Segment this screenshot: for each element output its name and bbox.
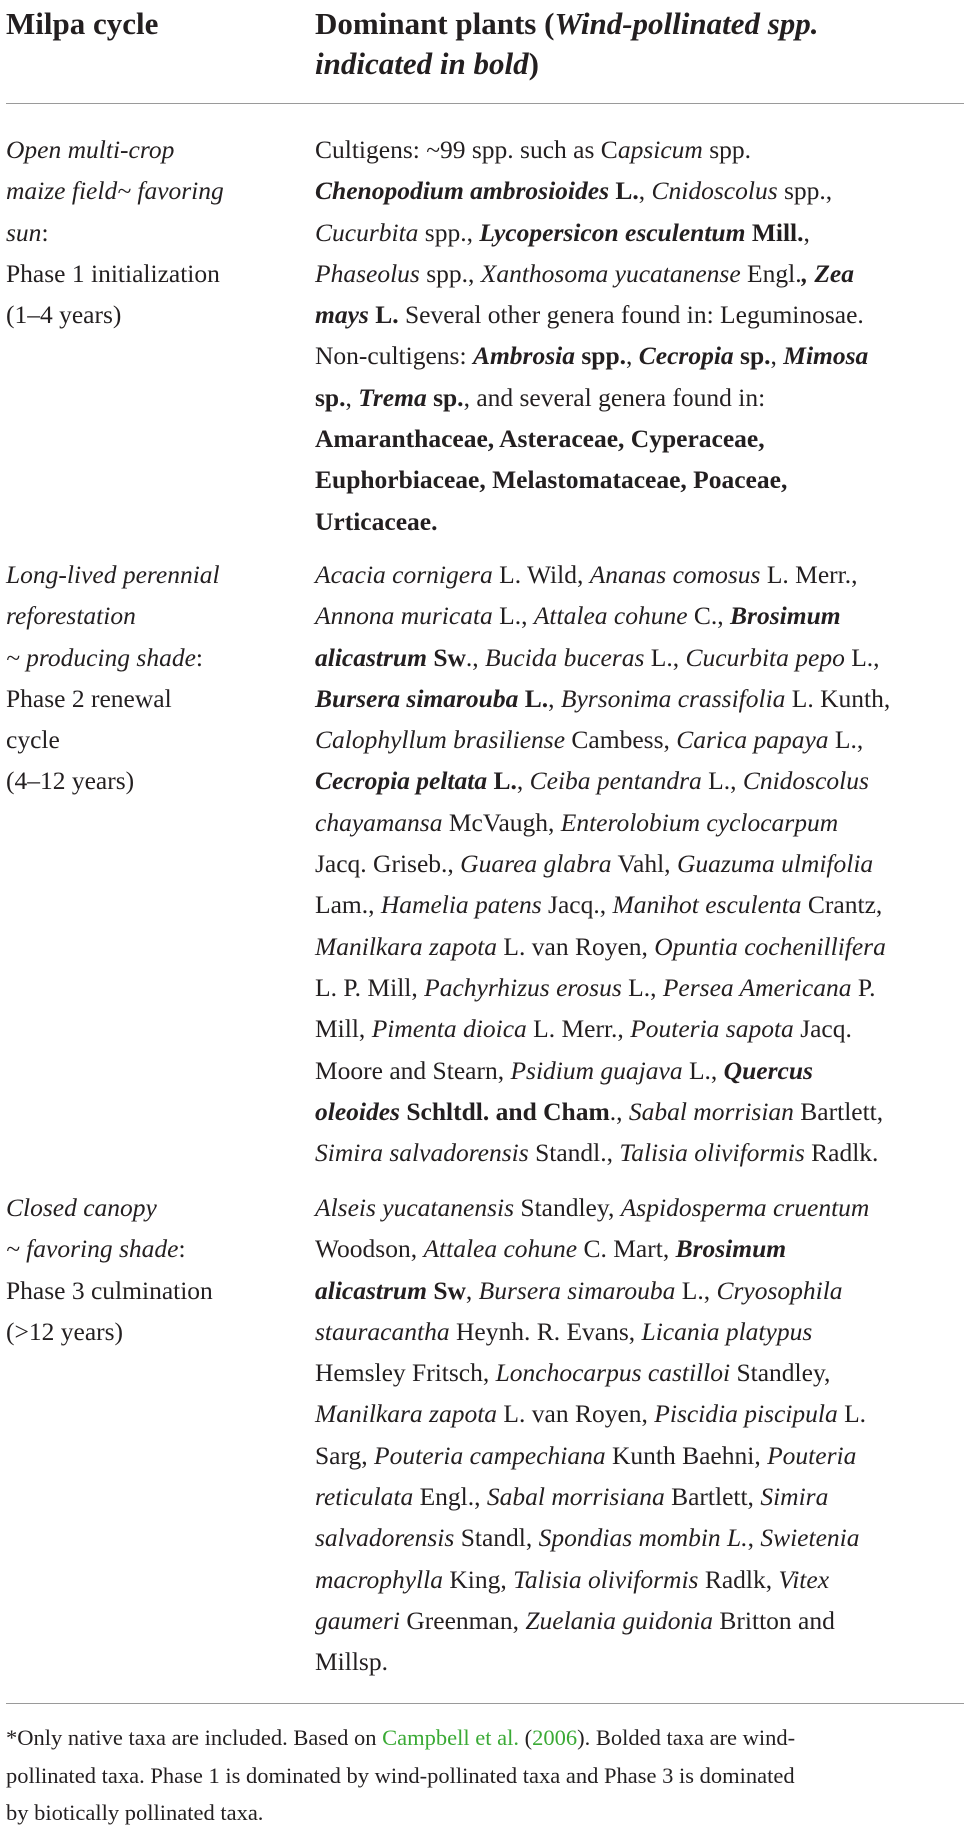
text-line xyxy=(315,501,957,542)
bold-taxon: Trema xyxy=(358,382,427,412)
text-line xyxy=(315,212,957,253)
text-span: Engl., xyxy=(413,1482,487,1512)
italic-taxon: Attalea cohune xyxy=(423,1234,578,1264)
text-span: , and several genera found in: xyxy=(463,382,766,412)
italic-taxon: Sabal morrisiana xyxy=(486,1482,665,1512)
text-line xyxy=(315,294,957,335)
text-span: Standley, xyxy=(730,1358,831,1388)
bold-taxon: sp. xyxy=(315,382,346,412)
phase-cell xyxy=(6,129,306,335)
italic-taxon: Open multi-crop xyxy=(6,135,175,164)
header-divider xyxy=(6,103,964,104)
text-line xyxy=(6,1228,306,1269)
text-line xyxy=(315,1393,957,1434)
bold-taxon: alicastrum xyxy=(315,642,427,672)
italic-taxon: Guazuma ulmifolia xyxy=(676,849,874,879)
bold-taxon: Mimosa xyxy=(783,341,869,371)
plants-cell xyxy=(315,554,957,1173)
text-span: Vahl, xyxy=(611,849,677,879)
italic-taxon: ~ favoring shade xyxy=(6,1234,179,1264)
bold-taxon: Amaranthaceae, Asteraceae, Cyperaceae, xyxy=(315,424,765,454)
text-span: cycle xyxy=(6,725,60,755)
text-span: Cultigens: ~99 spp. such as C xyxy=(315,135,618,164)
italic-taxon: stauracantha xyxy=(315,1316,450,1346)
italic-taxon: reticulata xyxy=(315,1482,414,1512)
text-line xyxy=(315,554,957,595)
text-line xyxy=(6,637,306,678)
header-text: Dominant plants ( xyxy=(315,6,555,41)
bold-taxon: Bursera simarouba xyxy=(315,683,519,713)
italic-taxon: Sabal morrisian xyxy=(628,1096,794,1126)
text-line xyxy=(315,418,957,459)
text-span: C. Mart, xyxy=(577,1234,676,1264)
bold-taxon: Brosimum xyxy=(730,601,841,631)
text-line xyxy=(6,554,306,595)
text-line xyxy=(6,294,306,335)
bold-taxon: oleoides xyxy=(315,1096,400,1126)
text-span: Heynh. R. Evans, xyxy=(449,1316,642,1346)
italic-taxon: Cnidoscolus xyxy=(742,766,869,796)
text-line xyxy=(315,843,957,884)
bold-taxon: alicastrum xyxy=(315,1275,427,1305)
italic-taxon: Manihot esculenta xyxy=(612,890,802,920)
text-span: Millsp. xyxy=(315,1647,388,1677)
bold-taxon: sp. xyxy=(426,382,464,412)
text-span: : xyxy=(178,1234,186,1264)
italic-taxon: Cnidoscolus xyxy=(651,176,778,206)
italic-taxon: Enterolobium cyclocarpum xyxy=(560,807,839,837)
text-line xyxy=(6,678,306,719)
italic-taxon: Spondias mombin L. xyxy=(538,1523,748,1553)
text-line xyxy=(315,1559,957,1600)
text-span: , xyxy=(747,1523,761,1553)
text-span: Sarg, xyxy=(315,1440,375,1470)
text-span: L. Wild, xyxy=(492,560,590,589)
italic-taxon: Phaseolus xyxy=(315,258,420,288)
bold-taxon: Cecropia peltata xyxy=(315,766,488,796)
text-line xyxy=(6,595,306,636)
italic-taxon: Attalea cohune xyxy=(533,601,688,631)
text-span: Moore and Stearn, xyxy=(315,1055,511,1085)
text-line xyxy=(315,678,957,719)
text-line xyxy=(315,1008,957,1049)
italic-taxon: gaumeri xyxy=(315,1605,400,1635)
text-span: Engl. xyxy=(740,258,802,288)
text-line xyxy=(315,1641,957,1682)
footnote-text: ( xyxy=(518,1725,533,1750)
text-span: Jacq., xyxy=(541,890,613,920)
text-line xyxy=(6,1311,306,1352)
text-span: Jacq. xyxy=(793,1014,852,1044)
header-italic-text: indicated in bold xyxy=(315,46,529,81)
italic-taxon: Cucurbita pepo xyxy=(685,642,845,672)
text-line xyxy=(315,253,957,294)
text-span: C., xyxy=(687,601,731,631)
text-span: Jacq. Griseb., xyxy=(315,849,461,879)
text-span: Radlk, xyxy=(698,1564,779,1594)
text-span: Phase 1 initialization xyxy=(6,258,220,288)
footnote-text: ). Bolded taxa are wind- xyxy=(577,1725,796,1750)
italic-taxon: Carica papaya xyxy=(676,725,829,755)
italic-taxon: Long-lived perennial xyxy=(6,560,220,589)
plants-cell xyxy=(315,129,957,542)
footnote-line: pollinated taxa. Phase 1 is dominated by wind-pollinated taxa and Phase 3 is dominated xyxy=(6,1762,795,1788)
text-span: , xyxy=(638,176,652,206)
text-line xyxy=(315,1270,957,1311)
italic-taxon: Talisia oliviformis xyxy=(619,1138,805,1168)
text-span: Non-cultigens: xyxy=(315,341,473,371)
bold-taxon: Mill. xyxy=(745,217,804,247)
text-span: (1–4 years) xyxy=(6,300,122,330)
bold-taxon: Cecropia xyxy=(638,341,734,371)
italic-taxon: reforestation xyxy=(6,601,136,631)
text-span: Crantz, xyxy=(801,890,883,920)
bold-taxon: L. xyxy=(609,176,639,206)
italic-taxon: Alseis yucatanensis xyxy=(315,1193,515,1222)
text-span: Phase 3 culmination xyxy=(6,1275,213,1305)
citation-link-year[interactable]: 2006 xyxy=(532,1725,578,1750)
text-span: spp., xyxy=(419,258,481,288)
text-span: L., xyxy=(675,1275,717,1305)
italic-taxon: Opuntia cochenillifera xyxy=(654,931,886,961)
bold-taxon: mays xyxy=(315,300,369,330)
text-line xyxy=(315,129,957,170)
text-line xyxy=(315,170,957,211)
text-span: L., xyxy=(682,1055,724,1085)
italic-taxon: Licania platypus xyxy=(641,1316,813,1346)
bold-taxon: Sw xyxy=(426,1275,466,1305)
text-span: Bartlett, xyxy=(793,1096,884,1126)
bold-taxon: Euphorbiaceae, Melastomataceae, Poaceae, xyxy=(315,465,788,495)
text-span: Standl., xyxy=(528,1138,620,1168)
text-span: L., xyxy=(621,972,663,1002)
text-span: L., xyxy=(828,725,864,755)
footnote-text: *Only native taxa are included. Based on xyxy=(6,1725,383,1750)
text-line xyxy=(315,1187,957,1228)
text-span: , xyxy=(626,341,639,371)
text-span: ., xyxy=(609,1096,629,1126)
text-span: spp. xyxy=(702,135,751,164)
italic-taxon: Annona muricata xyxy=(315,601,493,631)
bold-taxon: sp. xyxy=(733,341,771,371)
text-span: L. P. Mill, xyxy=(315,972,425,1002)
text-line xyxy=(6,253,306,294)
text-span: , xyxy=(516,766,530,796)
italic-taxon: Bursera simarouba xyxy=(478,1275,676,1305)
italic-taxon: Pachyrhizus erosus xyxy=(424,972,622,1002)
text-span: spp., xyxy=(418,217,480,247)
text-line xyxy=(315,459,957,500)
text-line xyxy=(315,719,957,760)
bold-taxon: Brosimum xyxy=(675,1234,787,1264)
italic-taxon: Calophyllum brasiliense xyxy=(315,725,566,755)
header-italic-text: Wind-pollinated spp. xyxy=(554,6,819,41)
italic-taxon: Xanthosoma yucatanense xyxy=(480,258,741,288)
text-span: McVaugh, xyxy=(442,807,561,837)
text-span: Standley, xyxy=(514,1193,621,1222)
italic-taxon: Talisia oliviformis xyxy=(513,1564,699,1594)
text-span: L., xyxy=(701,766,743,796)
italic-taxon: Pouteria campechiana xyxy=(374,1440,606,1470)
text-span: , xyxy=(345,382,359,412)
italic-taxon: Simira xyxy=(760,1482,829,1512)
italic-taxon: Bucida buceras xyxy=(485,642,645,672)
italic-taxon: Aspidosperma cruentum xyxy=(620,1193,870,1222)
text-line xyxy=(315,760,957,801)
text-line xyxy=(315,1091,957,1132)
text-span: L. van Royen, xyxy=(497,931,655,961)
text-span: Radlk. xyxy=(804,1138,879,1168)
text-span: L., xyxy=(644,642,686,672)
bold-taxon: L. xyxy=(487,766,517,796)
text-span: L. Kunth, xyxy=(785,683,891,713)
italic-taxon: Pimenta dioica xyxy=(371,1014,527,1044)
text-line xyxy=(315,802,957,843)
footnote-line: by biotically pollinated taxa. xyxy=(6,1800,264,1825)
bold-taxon: Schltdl. and Cham xyxy=(399,1096,610,1126)
text-span: (>12 years) xyxy=(6,1316,124,1346)
text-span: L. Merr., xyxy=(760,560,858,589)
text-span: Lam., xyxy=(315,890,381,920)
italic-taxon: Guarea glabra xyxy=(460,849,612,879)
text-span: King, xyxy=(442,1564,514,1594)
text-span: Hemsley Fritsch, xyxy=(315,1358,496,1388)
text-span: Greenman, xyxy=(400,1605,526,1635)
text-span: Bartlett, xyxy=(664,1482,761,1512)
text-line xyxy=(6,760,306,801)
text-span: : xyxy=(41,217,49,247)
italic-taxon: Cryosophila xyxy=(716,1275,843,1305)
text-line xyxy=(315,377,957,418)
text-line xyxy=(315,1050,957,1091)
text-line xyxy=(6,170,306,211)
bold-taxon: Sw xyxy=(426,642,466,672)
italic-taxon: Ceiba pentandra xyxy=(529,766,702,796)
text-span: L., xyxy=(844,642,880,672)
text-span: , xyxy=(548,683,561,713)
text-span: : xyxy=(195,642,204,672)
text-line xyxy=(315,884,957,925)
phase-cell xyxy=(6,554,306,802)
text-span: spp., xyxy=(777,176,833,206)
table-bottom-rule xyxy=(6,1703,964,1704)
italic-taxon: Cucurbita xyxy=(315,217,419,247)
plants-cell xyxy=(315,1187,957,1683)
text-span: L. xyxy=(837,1399,867,1429)
italic-taxon: apsicum xyxy=(617,135,703,164)
italic-taxon: Manilkara zapota xyxy=(315,1399,498,1429)
text-line xyxy=(6,719,306,760)
text-span: P. xyxy=(851,972,876,1002)
italic-taxon: Simira salvadorensis xyxy=(315,1138,529,1168)
text-line xyxy=(315,967,957,1008)
italic-taxon: Persea Americana xyxy=(662,972,852,1002)
text-span: Cambess, xyxy=(565,725,677,755)
italic-taxon: salvadorensis xyxy=(315,1523,455,1553)
text-span: , xyxy=(803,217,810,247)
text-span: Mill, xyxy=(315,1014,372,1044)
bold-taxon: L. xyxy=(518,683,549,713)
text-line xyxy=(315,637,957,678)
text-line xyxy=(315,335,957,376)
text-span: L. van Royen, xyxy=(497,1399,655,1429)
text-span: (4–12 years) xyxy=(6,766,135,796)
italic-taxon: Lonchocarpus castilloi xyxy=(495,1358,731,1388)
italic-taxon: maize field~ favoring xyxy=(6,176,224,206)
text-span: Several other genera found in: Leguminosae. xyxy=(398,300,864,330)
italic-taxon: Pouteria sapota xyxy=(630,1014,794,1044)
italic-taxon: Manilkara zapota xyxy=(315,931,498,961)
citation-link-authors[interactable]: Campbell et al. xyxy=(382,1725,519,1750)
italic-taxon: Zuelania guidonia xyxy=(525,1605,714,1635)
text-line xyxy=(315,1132,957,1173)
text-span: Standl, xyxy=(454,1523,539,1553)
text-span: ., xyxy=(465,642,486,672)
italic-taxon: macrophylla xyxy=(315,1564,443,1594)
text-span: Phase 2 renewal xyxy=(6,683,172,713)
text-line xyxy=(315,595,957,636)
italic-taxon: Closed canopy xyxy=(6,1193,157,1222)
bold-taxon: Lycopersicon esculentum xyxy=(479,217,746,247)
italic-taxon: chayamansa xyxy=(315,807,443,837)
italic-taxon: Ananas comosus xyxy=(589,560,761,589)
text-line xyxy=(6,1270,306,1311)
header-text: ) xyxy=(528,46,539,81)
text-line xyxy=(315,926,957,967)
header-dominant-plants xyxy=(315,4,955,84)
italic-taxon: Piscidia piscipula xyxy=(654,1399,838,1429)
bold-taxon: spp. xyxy=(574,341,627,371)
text-line xyxy=(315,1435,957,1476)
text-span: Britton and xyxy=(713,1605,835,1635)
text-line xyxy=(6,1187,306,1228)
text-span: L. Merr., xyxy=(526,1014,631,1044)
italic-taxon: Psidium guajava xyxy=(510,1055,683,1085)
italic-taxon: Hamelia patens xyxy=(380,890,542,920)
text-line xyxy=(315,1228,957,1269)
text-span: Kunth Baehni, xyxy=(605,1440,768,1470)
bold-taxon: Urticaceae. xyxy=(315,506,438,536)
italic-taxon: Swietenia xyxy=(760,1523,860,1553)
bold-taxon: , Zea xyxy=(801,258,854,288)
header-milpa-cycle: Milpa cycle xyxy=(6,6,159,41)
text-line xyxy=(315,1311,957,1352)
text-span: , xyxy=(770,341,784,371)
italic-taxon: ~ producing shade xyxy=(6,642,196,672)
phase-cell xyxy=(6,1187,306,1352)
italic-taxon: Byrsonima crassifolia xyxy=(560,683,786,713)
italic-taxon: Acacia cornigera xyxy=(315,560,493,589)
table-footnote xyxy=(6,1719,964,1832)
text-span: , xyxy=(465,1275,479,1305)
text-line xyxy=(315,1517,957,1558)
text-span: L., xyxy=(492,601,534,631)
bold-taxon: Chenopodium ambrosioides xyxy=(315,176,610,206)
bold-taxon: Ambrosia xyxy=(472,341,575,371)
text-line xyxy=(315,1600,957,1641)
italic-taxon: Pouteria xyxy=(767,1440,857,1470)
text-line xyxy=(6,129,306,170)
bold-taxon: L. xyxy=(368,300,399,330)
text-line xyxy=(6,212,306,253)
italic-taxon: Vitex xyxy=(778,1564,830,1594)
text-line xyxy=(315,1352,957,1393)
text-line xyxy=(315,1476,957,1517)
bold-taxon: Quercus xyxy=(723,1055,813,1085)
italic-taxon: sun xyxy=(6,217,42,247)
text-span: Woodson, xyxy=(315,1234,424,1264)
